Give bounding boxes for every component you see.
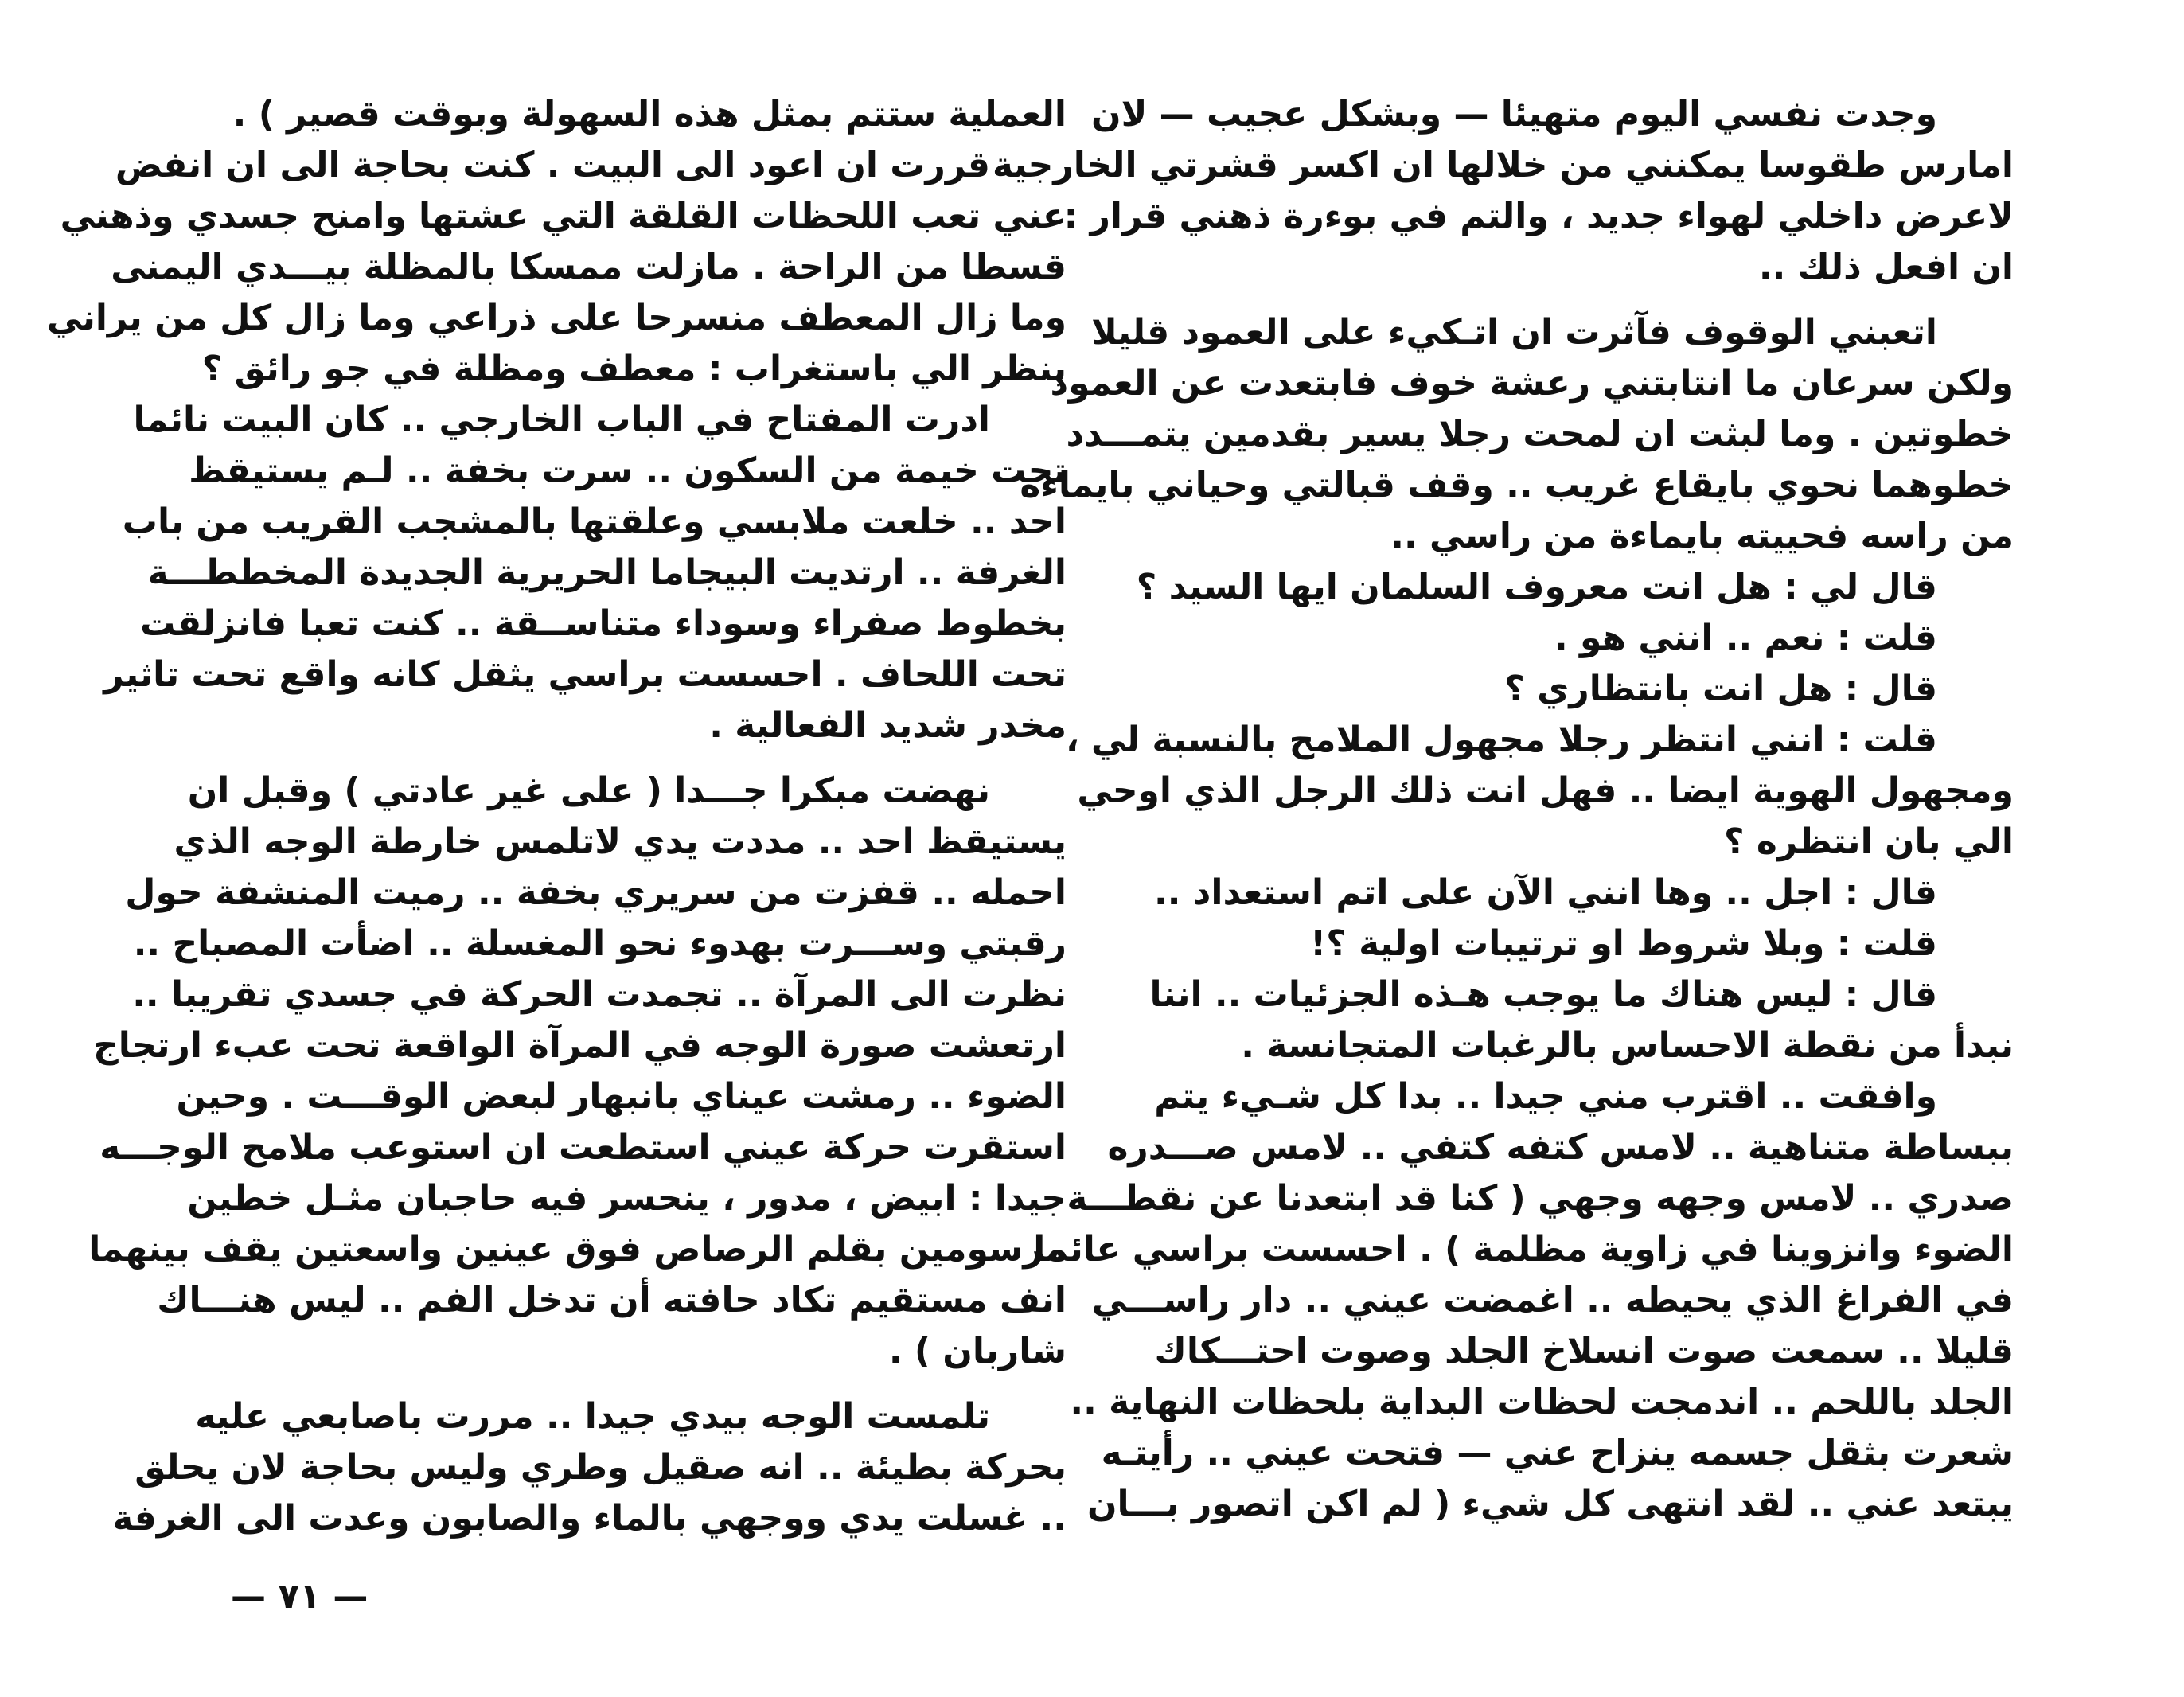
text-line: .. غسلت يدي ووجهي بالماء والصابون وعدت الى الغرفة xyxy=(112,1498,1067,1539)
paragraph-gap xyxy=(183,1377,1067,1391)
text-line: شاربان ) . xyxy=(888,1331,1067,1371)
text-line: احد .. خلعت ملابسي وعلقتها بالمشجب القريب من باب xyxy=(122,501,1067,542)
paragraph-gap xyxy=(183,751,1067,766)
text-line: امارس طقوسا يمكنني من خلالها ان اكسر قشرتي الخارجية xyxy=(993,145,2014,185)
text-line: قلت : نعم .. انني هو . xyxy=(1554,618,1937,658)
text-line: قليلا .. سمعت صوت انسلاخ الجلد وصوت احتـــكاك xyxy=(1154,1331,2014,1371)
text-line: ومجهول الهوية ايضا .. فهل انت ذلك الرجل الذي اوحي xyxy=(1077,770,2014,811)
text-line: قلت : وبلا شروط او ترتيبات اولية ؟! xyxy=(1310,923,1937,964)
text-line: خطوهما نحوي بايقاع غريب .. وقف قبالتي وحياني بايماءة xyxy=(1020,465,2014,505)
text-line: ينظر الي باستغراب : معطف ومظلة في جو رائق ؟ xyxy=(201,349,1067,389)
text-line: الغرفة .. ارتديت البيجاما الحريرية الجديدة المخططـــة xyxy=(147,552,1067,593)
text-line: العملية ستتم بمثل هذه السهولة وبوقت قصير ) . xyxy=(232,94,1067,135)
text-line: لاعرض داخلي لهواء جديد ، والتم في بوءرة ذهني قرار : xyxy=(1063,196,2014,236)
text-line: خطوتين . وما لبثت ان لمحت رجلا يسير بقدمين يتمـــدد xyxy=(1066,414,2014,454)
text-line: يستيقظ احد .. مددت يدي لاتلمس خارطة الوجه الذي xyxy=(174,821,1067,862)
text-line: قال لي : هل انت معروف السلمان ايها السيد ؟ xyxy=(1136,567,1937,607)
text-line: في الفراغ الذي يحيطه .. اغمضت عيني .. دار راســـي xyxy=(1091,1280,2014,1321)
text-line: جيدا : ابيض ، مدور ، ينحسر فيه حاجبان مثـل خطين xyxy=(187,1178,1067,1219)
text-line: نبدأ من نقطة الاحساس بالرغبات المتجانسة . xyxy=(1241,1025,2014,1066)
text-line: ولكن سرعان ما انتابتني رعشة خوف فابتعدت عن العمود xyxy=(1050,363,2014,404)
text-line: يبتعد عني .. لقد انتهى كل شيء ( لم اكن اتصور بـــان xyxy=(1086,1484,2014,1524)
text-line: احمله .. قفزت من سريري بخفة .. رميت المنشفة حول xyxy=(125,872,1067,913)
text-line: الضوء وانزوينا في زاوية مظلمة ) . احسست براسي عائما xyxy=(1033,1229,2014,1270)
text-line: رقبتي وســـرت بهدوء نحو المغسلة .. اضأت المصباح .. xyxy=(133,923,1067,964)
text-line: وجدت نفسي اليوم متهيئا — وبشكل عجيب — لان xyxy=(1091,94,1937,135)
text-line: نهضت مبكرا جـــدا ( على غير عادتي ) وقبل ان xyxy=(187,770,990,811)
paragraph-gap xyxy=(1146,293,2014,307)
text-line: قال : ليس هناك ما يوجب هـذه الجزئيات .. اننا xyxy=(1149,974,1937,1015)
text-line: بخطوط صفراء وسوداء متناســقة .. كنت تعبا فانزلقت xyxy=(140,603,1067,644)
text-line: قسطا من الراحة . مازلت ممسكا بالمظلة بيـــدي اليمنى xyxy=(111,247,1067,287)
text-line: قررت ان اعود الى البيت . كنت بحاجة الى ان انفض xyxy=(115,145,990,185)
text-line: الضوء .. رمشت عيناي بانبهار لبعض الوقـــت . وحين xyxy=(176,1076,1067,1117)
text-line: قلت : انني انتظر رجلا مجهول الملامح بالنسبة لي ، xyxy=(1065,720,1937,760)
text-line: ادرت المفتاح في الباب الخارجي .. كان البيت نائما xyxy=(133,400,990,440)
text-line: تحت خيمة من السكون .. سرت بخفة .. لـم يستيقظ xyxy=(189,451,1067,491)
text-line: تلمست الوجه بيدي جيدا .. مررت باصابعي عليه xyxy=(195,1396,990,1437)
text-line: ارتعشت صورة الوجه في المرآة الواقعة تحت عبء ارتجاج xyxy=(93,1025,1067,1066)
text-line: مرسومين بقلم الرصاص فوق عينين واسعتين يقف بينهما xyxy=(88,1229,1067,1270)
page-number: — ٧١ — xyxy=(231,1576,369,1617)
text-line: اتعبني الوقوف فآثرت ان اتـكيء على العمود قليلا xyxy=(1091,312,1937,353)
text-line: مخدر شديد الفعالية . xyxy=(709,705,1067,746)
right-text-column xyxy=(993,89,2014,1530)
text-line: ان افعل ذلك .. xyxy=(1758,247,2014,287)
text-line: من راسه فحييته بايماءة من راسي .. xyxy=(1390,516,2014,556)
text-line: بحركة بطيئة .. انه صقيل وطري وليس بحاجة لان يحلق xyxy=(135,1447,1067,1488)
text-line: عني تعب اللحظات القلقة التي عشتها وامنح جسدي وذهني xyxy=(60,196,1067,236)
text-line: انف مستقيم تكاد حافته أن تدخل الفم .. ليس هنـــاك xyxy=(157,1280,1067,1321)
text-line: وما زال المعطف منسرحا على ذراعي وما زال كل من يراني xyxy=(46,298,1067,338)
text-line: شعرت بثقل جسمه ينزاح عني — فتحت عيني .. رأيتـه xyxy=(1101,1433,2014,1473)
text-line: قال : اجل .. وها انني الآن على اتم استعداد .. xyxy=(1154,872,1937,913)
left-text-column xyxy=(46,89,1067,1544)
text-line: الجلد باللحم .. اندمجت لحظات البداية بلحظات النهاية .. xyxy=(1070,1382,2014,1422)
text-line: استقرت حركة عيني استطعت ان استوعب ملامح الوجـــه xyxy=(99,1127,1067,1168)
text-line: ببساطة متناهية .. لامس كتفه كتفي .. لامس صـــدره xyxy=(1107,1127,2014,1168)
text-line: صدري .. لامس وجهه وجهي ( كنا قد ابتعدنا عن نقطـــة xyxy=(1067,1178,2014,1219)
text-line: نظرت الى المرآة .. تجمدت الحركة في جسدي تقريبا .. xyxy=(132,974,1067,1015)
text-line: تحت اللحاف . احسست براسي يثقل كانه واقع تحت تاثير xyxy=(103,654,1067,695)
text-line: الي بان انتظره ؟ xyxy=(1724,821,2014,862)
text-line: قال : هل انت بانتظاري ؟ xyxy=(1504,669,1937,709)
text-line: وافقت .. اقترب مني جيدا .. بدا كل شـيء يتم xyxy=(1154,1076,1937,1117)
